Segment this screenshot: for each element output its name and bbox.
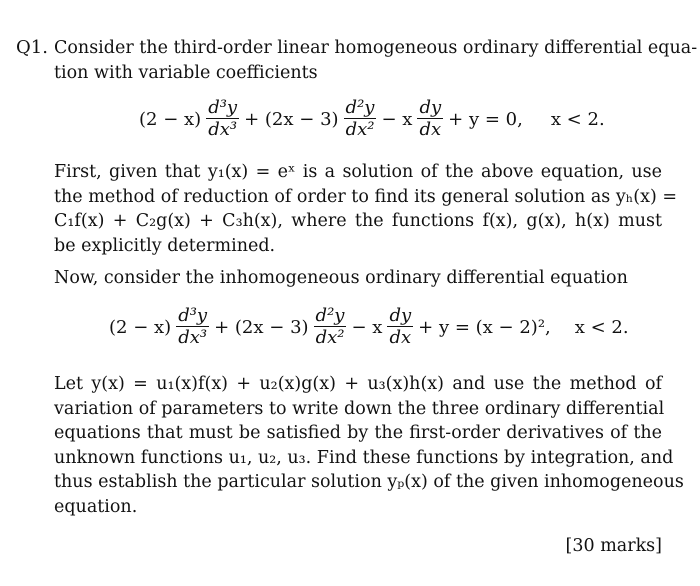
eq1-third-derivative (206, 98, 239, 141)
eq2-second-derivative (314, 306, 347, 349)
part1-line: C₁f(x) + C₂g(x) + C₃h(x), where the functions f(x), g(x), h(x) must (54, 211, 662, 231)
eq2-coef1: (2 − x) (109, 317, 172, 338)
eq1-minus-x: − x (381, 109, 413, 130)
eq1-frac3-numerator: dy (419, 97, 442, 118)
eq1-frac2-numerator: d²y (345, 97, 375, 118)
eq2-frac2-numerator: d²y (315, 305, 345, 326)
part1-line: be explicitly determined. (54, 235, 276, 256)
eq2-rhs: + y = (x − 2)², (418, 317, 551, 338)
eq2-frac1-numerator: d³y (178, 305, 208, 326)
eq1-coef1: (2 − x) (139, 109, 202, 130)
question-intro (54, 36, 698, 85)
homogeneous-equation (136, 98, 608, 141)
eq1-frac1-denominator: dx³ (208, 119, 238, 140)
eq1-frac3-denominator: dx (419, 119, 442, 140)
part1-line: the method of reduction of order to find its general solution as yₕ(x) = (54, 186, 678, 207)
eq2-frac1-denominator: dx³ (178, 327, 208, 348)
part2-line: Now, consider the inhomogeneous ordinary differential equation (54, 268, 628, 288)
part3-line: equations that must be satisfied by the first-order derivatives of the (54, 423, 662, 443)
eq1-frac2-denominator: dx² (345, 119, 375, 140)
eq2-frac2-denominator: dx² (315, 327, 345, 348)
eq2-frac3-numerator: dy (389, 305, 412, 326)
eq2-condition: x < 2. (574, 317, 629, 338)
eq1-condition: x < 2. (550, 109, 605, 130)
eq2-plus-term: + (2x − 3) (214, 317, 309, 338)
eq1-rhs: + y = 0, (448, 109, 523, 130)
part1-text (54, 160, 678, 258)
part3-line: thus establish the particular solution yₚ(x) of the given inhomogeneous (54, 472, 684, 492)
question-number: Q1. (16, 37, 48, 58)
intro-line: tion with variable coefficients (54, 62, 318, 83)
part3-line: unknown functions u₁, u₂, u₃. Find these functions by integration, and (54, 447, 674, 468)
eq1-first-derivative (417, 98, 443, 141)
eq1-frac1-numerator: d³y (208, 97, 238, 118)
part3-line: Let y(x) = u₁(x)f(x) + u₂(x)g(x) + u₃(x)h(x) and use the method of (54, 374, 662, 394)
part1-line: First, given that y₁(x) = eˣ is a solution of the above equation, use (54, 162, 662, 182)
eq1-plus-term: + (2x − 3) (244, 109, 339, 130)
inhomogeneous-equation (106, 306, 632, 349)
eq2-third-derivative (176, 306, 209, 349)
eq1-second-derivative (344, 98, 377, 141)
eq2-minus-x: − x (351, 317, 383, 338)
eq2-first-derivative (387, 306, 413, 349)
part3-text (54, 372, 684, 519)
part3-line: equation. (54, 496, 138, 517)
intro-line: Consider the third-order linear homogeneous ordinary differential equa- (54, 38, 698, 58)
marks-label: [30 marks] (565, 536, 662, 556)
part2-text (54, 266, 662, 291)
eq2-frac3-denominator: dx (389, 327, 412, 348)
part3-line: variation of parameters to write down the three ordinary differential (54, 398, 665, 419)
